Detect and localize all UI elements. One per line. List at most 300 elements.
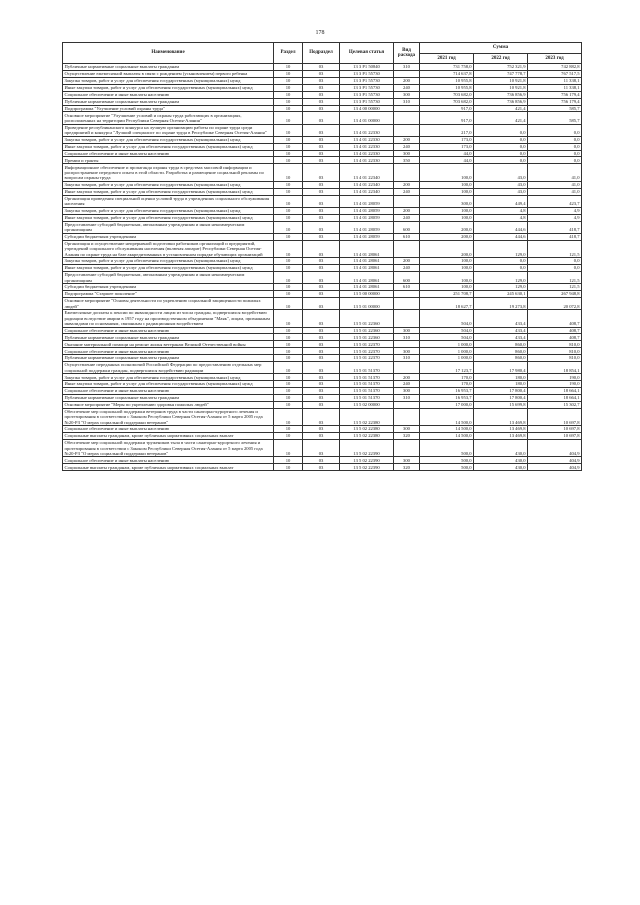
row-subsection: 03 <box>303 265 340 272</box>
row-value-2021: 500,0 <box>420 439 474 456</box>
row-name: Социальные выплаты гражданам, кроме публичных нормативных социальных выплат <box>63 433 274 440</box>
row-value-2021: 173,0 <box>420 136 474 143</box>
row-subsection: 03 <box>303 426 340 433</box>
row-subsection: 03 <box>303 157 340 164</box>
row-target: 13 4 01 28061 <box>340 271 394 283</box>
row-section: 10 <box>274 150 303 157</box>
row-name: Публичные нормативные социальные выплаты гражданам <box>63 334 274 341</box>
row-value-2022: 860,0 <box>474 341 528 348</box>
row-subsection: 03 <box>303 105 340 112</box>
row-name: Социальное обеспечение и иные выплаты населению <box>63 426 274 433</box>
row-section: 10 <box>274 71 303 78</box>
row-value-2023: 190,0 <box>528 381 582 388</box>
header-target: Целевая статья <box>340 43 394 64</box>
row-name: Иные закупки товаров, работ и услуг для обеспечения государственных (муниципальных) нужд <box>63 143 274 150</box>
row-value-2023: 585,7 <box>528 105 582 112</box>
row-name: Иные закупки товаров, работ и услуг для обеспечения государственных (муниципальных) нужд <box>63 188 274 195</box>
row-target: 13 4 01 28059 <box>340 207 394 214</box>
row-target: 13 5 01 51370 <box>340 381 394 388</box>
row-value-2023: 418,7 <box>528 221 582 233</box>
row-target: 13 5 01 22370 <box>340 341 394 348</box>
row-value-2021: 100,0 <box>420 164 474 181</box>
row-section: 10 <box>274 188 303 195</box>
row-type: 600 <box>394 271 420 283</box>
row-value-2022: 0,0 <box>474 265 528 272</box>
row-target: 13 4 01 28061 <box>340 284 394 291</box>
table-row <box>63 433 582 440</box>
table-row <box>63 464 582 471</box>
row-target: 13 4 01 28059 <box>340 195 394 207</box>
row-section: 10 <box>274 381 303 388</box>
row-value-2023: 41,0 <box>528 181 582 188</box>
row-type: 300 <box>394 426 420 433</box>
row-value-2021: 731 758,0 <box>420 64 474 71</box>
row-type: 320 <box>394 464 420 471</box>
row-section: 10 <box>274 98 303 105</box>
table-row <box>63 327 582 334</box>
row-section: 10 <box>274 164 303 181</box>
table-row <box>63 439 582 456</box>
row-subsection: 03 <box>303 457 340 464</box>
row-value-2021: 14 500,0 <box>420 426 474 433</box>
row-value-2022: 13 469,8 <box>474 433 528 440</box>
table-row <box>63 233 582 240</box>
row-section: 10 <box>274 408 303 425</box>
row-value-2021: 500,0 <box>420 457 474 464</box>
row-section: 10 <box>274 341 303 348</box>
row-target: 13 5 01 51370 <box>340 394 394 401</box>
row-type <box>394 408 420 425</box>
row-target: 13 5 02 22390 <box>340 439 394 456</box>
row-target: 13 4 01 22330 <box>340 136 394 143</box>
row-value-2022: 430,0 <box>474 464 528 471</box>
row-value-2023: 810,0 <box>528 348 582 355</box>
row-value-2023: 4,9 <box>528 214 582 221</box>
row-value-2021: 10 955,8 <box>420 77 474 84</box>
row-value-2023: 585,7 <box>528 112 582 124</box>
row-value-2023: 0,0 <box>528 157 582 164</box>
row-value-2021: 1 000,0 <box>420 355 474 362</box>
row-subsection: 03 <box>303 98 340 105</box>
table-row <box>63 265 582 272</box>
row-subsection: 03 <box>303 71 340 78</box>
row-value-2023: 418,7 <box>528 233 582 240</box>
table-row <box>63 381 582 388</box>
table-row <box>63 150 582 157</box>
row-section: 10 <box>274 143 303 150</box>
row-subsection: 03 <box>303 394 340 401</box>
row-section: 10 <box>274 91 303 98</box>
row-name: Публичные нормативные социальные выплаты гражданам <box>63 64 274 71</box>
table-row <box>63 124 582 136</box>
row-type: 240 <box>394 265 420 272</box>
row-subsection: 03 <box>303 341 340 348</box>
header-year-2022: 2022 год <box>474 53 528 64</box>
row-section: 10 <box>274 84 303 91</box>
row-type: 610 <box>394 233 420 240</box>
table-row <box>63 297 582 309</box>
row-name: Осуществление переданных полномочий Российской Федерации по предоставлению отдельных мер социальной поддержки граждан, подвергшихся воздействию радиации <box>63 362 274 374</box>
row-section: 10 <box>274 297 303 309</box>
row-type <box>394 164 420 181</box>
row-target: 13 5 01 22360 <box>340 334 394 341</box>
row-target: 13 4 01 22330 <box>340 150 394 157</box>
row-subsection: 03 <box>303 388 340 395</box>
row-type: 610 <box>394 284 420 291</box>
row-value-2023: 0,0 <box>528 143 582 150</box>
row-value-2021: 200,0 <box>420 233 474 240</box>
row-type: 300 <box>394 150 420 157</box>
row-value-2022: 180,0 <box>474 381 528 388</box>
row-name: Подпрограмма "Улучшение условий охраны труда" <box>63 105 274 112</box>
row-name: Закупка товаров, работ и услуг для обеспечения государственных (муниципальных) нужд <box>63 181 274 188</box>
row-type <box>394 105 420 112</box>
row-value-2022: 13 469,8 <box>474 408 528 425</box>
row-value-2023: 41,0 <box>528 188 582 195</box>
row-subsection: 03 <box>303 355 340 362</box>
row-name: Основное мероприятие "Основы деятельности по укреплению социальной защищенности пожилых людей" <box>63 297 274 309</box>
table-row <box>63 207 582 214</box>
table-row <box>63 291 582 298</box>
row-subsection: 03 <box>303 112 340 124</box>
row-subsection: 03 <box>303 271 340 283</box>
row-value-2021: 504,0 <box>420 334 474 341</box>
row-value-2023: 121,5 <box>528 284 582 291</box>
table-row <box>63 408 582 425</box>
row-value-2022: 433,4 <box>474 327 528 334</box>
row-section: 10 <box>274 394 303 401</box>
row-target: 13 4 01 22330 <box>340 157 394 164</box>
row-value-2021: 16 953,7 <box>420 394 474 401</box>
row-target: 13 3 P1 55730 <box>340 71 394 78</box>
row-subsection: 03 <box>303 188 340 195</box>
row-target: 13 3 P1 55730 <box>340 84 394 91</box>
table-row <box>63 284 582 291</box>
row-section: 10 <box>274 195 303 207</box>
row-value-2022: 43,0 <box>474 181 528 188</box>
row-value-2023: 10 697,8 <box>528 408 582 425</box>
row-value-2022: 444,6 <box>474 233 528 240</box>
row-type: 200 <box>394 207 420 214</box>
row-subsection: 03 <box>303 408 340 425</box>
row-value-2022: 430,0 <box>474 439 528 456</box>
row-subsection: 03 <box>303 310 340 327</box>
row-name: Иные закупки товаров, работ и услуг для обеспечения государственных (муниципальных) нужд <box>63 84 274 91</box>
row-type: 310 <box>394 64 420 71</box>
row-value-2023: 18 854,1 <box>528 362 582 374</box>
row-target: 13 5 01 22370 <box>340 348 394 355</box>
row-value-2021: 14 500,0 <box>420 408 474 425</box>
row-subsection: 03 <box>303 291 340 298</box>
row-value-2023: 18 664,1 <box>528 388 582 395</box>
row-value-2021: 170,0 <box>420 381 474 388</box>
row-value-2023: 767 517,5 <box>528 71 582 78</box>
row-value-2021: 17 000,0 <box>420 401 474 408</box>
row-value-2023: 20 072,8 <box>528 297 582 309</box>
row-subsection: 03 <box>303 439 340 456</box>
row-name: Премии и гранты <box>63 157 274 164</box>
row-value-2023: 10 697,8 <box>528 426 582 433</box>
row-target: 13 4 01 22340 <box>340 188 394 195</box>
row-value-2021: 170,0 <box>420 374 474 381</box>
row-name: Социальное обеспечение и иные выплаты населению <box>63 327 274 334</box>
row-value-2022: 0,0 <box>474 136 528 143</box>
row-name: Закупка товаров, работ и услуг для обеспечения государственных (муниципальных) нужд <box>63 258 274 265</box>
row-target: 13 5 01 22360 <box>340 310 394 327</box>
row-type: 310 <box>394 355 420 362</box>
table-row <box>63 195 582 207</box>
row-target: 13 4 00 00000 <box>340 105 394 112</box>
row-target: 13 4 01 22330 <box>340 143 394 150</box>
row-value-2021: 16 953,7 <box>420 388 474 395</box>
row-section: 10 <box>274 426 303 433</box>
row-type: 310 <box>394 98 420 105</box>
row-section: 10 <box>274 334 303 341</box>
row-subsection: 03 <box>303 334 340 341</box>
table-row <box>63 91 582 98</box>
row-type: 320 <box>394 433 420 440</box>
row-value-2021: 10 955,8 <box>420 84 474 91</box>
row-value-2022: 752 321,9 <box>474 64 528 71</box>
row-type <box>394 341 420 348</box>
table-row <box>63 240 582 257</box>
header-subsection: Подраздел <box>303 43 340 64</box>
row-section: 10 <box>274 136 303 143</box>
row-value-2023: 756 179,4 <box>528 91 582 98</box>
row-type: 200 <box>394 258 420 265</box>
row-subsection: 03 <box>303 77 340 84</box>
row-name: Предоставление субсидий бюджетным, автономным учреждениям и иным некоммерческим организациям <box>63 221 274 233</box>
row-subsection: 03 <box>303 401 340 408</box>
table-row <box>63 362 582 374</box>
row-value-2023: 810,0 <box>528 341 582 348</box>
row-value-2023: 190,0 <box>528 374 582 381</box>
row-target: 13 4 01 22330 <box>340 124 394 136</box>
row-value-2022: 747 778,7 <box>474 71 528 78</box>
row-type <box>394 297 420 309</box>
row-value-2021: 251 708,7 <box>420 291 474 298</box>
row-value-2021: 100,0 <box>420 214 474 221</box>
row-value-2021: 200,0 <box>420 221 474 233</box>
row-subsection: 03 <box>303 464 340 471</box>
row-target: 13 5 01 22370 <box>340 355 394 362</box>
row-section: 10 <box>274 240 303 257</box>
row-section: 10 <box>274 181 303 188</box>
row-type <box>394 362 420 374</box>
row-value-2022: 43,0 <box>474 164 528 181</box>
row-name: Социальное обеспечение и иные выплаты населению <box>63 388 274 395</box>
row-value-2022: 4,8 <box>474 214 528 221</box>
row-target: 13 3 P1 55730 <box>340 77 394 84</box>
row-value-2021: 703 682,0 <box>420 91 474 98</box>
row-value-2022: 444,6 <box>474 221 528 233</box>
row-name: Иные закупки товаров, работ и услуг для обеспечения государственных (муниципальных) нужд <box>63 381 274 388</box>
row-value-2022: 421,4 <box>474 105 528 112</box>
row-target: 13 3 P1 55730 <box>340 91 394 98</box>
row-name: Основное мероприятие "Улучшение условий и охраны труда работающих в организациях, расположенных на территории Республики Северная Осетия-Алания" <box>63 112 274 124</box>
row-section: 10 <box>274 388 303 395</box>
row-type: 240 <box>394 84 420 91</box>
row-value-2022: 17 800,4 <box>474 394 528 401</box>
row-target: 13 3 P1 50840 <box>340 64 394 71</box>
row-name: Подпрограмма "Старшее поколение" <box>63 291 274 298</box>
row-type: 240 <box>394 143 420 150</box>
row-type: 200 <box>394 136 420 143</box>
row-value-2022: 4,8 <box>474 207 528 214</box>
row-type <box>394 401 420 408</box>
row-value-2022: 129,0 <box>474 240 528 257</box>
row-type: 300 <box>394 327 420 334</box>
row-name: Закупка товаров, работ и услуг для обеспечения государственных (муниципальных) нужд <box>63 136 274 143</box>
row-value-2021: 504,0 <box>420 310 474 327</box>
row-name: Проведение республиканского конкурса на лучшую организацию работы по охране труда среди предприятий и конкурса "Лучший специалист по охране труда в Республике Северная Осетия-Алания" <box>63 124 274 136</box>
row-target: 13 5 02 00000 <box>340 401 394 408</box>
row-subsection: 03 <box>303 164 340 181</box>
row-value-2023: 0,0 <box>528 150 582 157</box>
row-section: 10 <box>274 374 303 381</box>
row-name: Публичные нормативные социальные выплаты гражданам <box>63 394 274 401</box>
row-value-2022: 245 630,1 <box>474 291 528 298</box>
row-section: 10 <box>274 157 303 164</box>
row-section: 10 <box>274 310 303 327</box>
row-subsection: 03 <box>303 150 340 157</box>
header-section: Раздел <box>274 43 303 64</box>
row-target: 13 5 02 22390 <box>340 457 394 464</box>
table-row <box>63 348 582 355</box>
row-section: 10 <box>274 433 303 440</box>
table-row <box>63 112 582 124</box>
row-section: 10 <box>274 362 303 374</box>
header-sum: Сумма <box>420 43 582 54</box>
row-target: 13 5 01 51370 <box>340 374 394 381</box>
row-target: 13 5 01 22360 <box>340 327 394 334</box>
row-subsection: 03 <box>303 433 340 440</box>
row-value-2023: 408,7 <box>528 334 582 341</box>
row-value-2022: 433,4 <box>474 310 528 327</box>
row-subsection: 03 <box>303 181 340 188</box>
row-value-2023: 41,0 <box>528 164 582 181</box>
row-target: 13 4 01 28061 <box>340 258 394 265</box>
row-type: 300 <box>394 91 420 98</box>
row-value-2023: 408,7 <box>528 327 582 334</box>
row-type <box>394 195 420 207</box>
row-name: Организация и осуществление непрерывной подготовки работников организаций и предприятий, учреждений социального обслуживания населения (включая аппарат) Республики Северная Осетия-Алания по охране труда на базе аккредитованных в установленном порядке обучающих организаций <box>63 240 274 257</box>
row-section: 10 <box>274 64 303 71</box>
row-target: 13 5 02 22380 <box>340 408 394 425</box>
row-value-2022: 0,0 <box>474 258 528 265</box>
row-type: 300 <box>394 388 420 395</box>
row-type: 600 <box>394 221 420 233</box>
row-type <box>394 310 420 327</box>
row-section: 10 <box>274 207 303 214</box>
row-section: 10 <box>274 457 303 464</box>
row-target: 13 5 01 00000 <box>340 297 394 309</box>
row-value-2021: 217,0 <box>420 124 474 136</box>
row-value-2021: 100,0 <box>420 188 474 195</box>
row-name: Социальное обеспечение и иные выплаты населению <box>63 150 274 157</box>
table-row <box>63 181 582 188</box>
row-type: 300 <box>394 348 420 355</box>
row-type <box>394 291 420 298</box>
row-value-2022: 860,0 <box>474 355 528 362</box>
table-row <box>63 341 582 348</box>
row-type: 310 <box>394 394 420 401</box>
row-value-2023: 404,9 <box>528 439 582 456</box>
row-value-2021: 714 637,8 <box>420 71 474 78</box>
row-subsection: 03 <box>303 84 340 91</box>
row-value-2022: 421,4 <box>474 112 528 124</box>
row-section: 10 <box>274 214 303 221</box>
table-row <box>63 77 582 84</box>
page-number: 178 <box>315 30 325 36</box>
row-target: 13 5 02 22380 <box>340 433 394 440</box>
header-year-2021: 2021 год <box>420 53 474 64</box>
row-subsection: 03 <box>303 327 340 334</box>
row-section: 10 <box>274 327 303 334</box>
row-section: 10 <box>274 233 303 240</box>
row-value-2021: 44,0 <box>420 157 474 164</box>
row-type <box>394 71 420 78</box>
row-value-2023: 11 338,1 <box>528 77 582 84</box>
row-value-2023: 4,9 <box>528 207 582 214</box>
row-section: 10 <box>274 464 303 471</box>
row-target: 13 4 01 22340 <box>340 181 394 188</box>
row-name: Публичные нормативные социальные выплаты гражданам <box>63 355 274 362</box>
row-value-2021: 100,0 <box>420 207 474 214</box>
row-value-2022: 129,0 <box>474 284 528 291</box>
row-subsection: 03 <box>303 233 340 240</box>
row-subsection: 03 <box>303 362 340 374</box>
row-value-2021: 504,0 <box>420 327 474 334</box>
row-name: Социальное обеспечение и иные выплаты населению <box>63 457 274 464</box>
row-value-2023: 15 302,7 <box>528 401 582 408</box>
row-subsection: 03 <box>303 284 340 291</box>
row-value-2022: 19 273,8 <box>474 297 528 309</box>
row-type: 350 <box>394 157 420 164</box>
table-row <box>63 71 582 78</box>
table-row <box>63 394 582 401</box>
row-value-2023: 0,0 <box>528 265 582 272</box>
row-value-2022: 17 800,4 <box>474 388 528 395</box>
row-value-2023: 121,5 <box>528 240 582 257</box>
row-value-2021: 703 682,0 <box>420 98 474 105</box>
row-target: 13 4 01 28059 <box>340 233 394 240</box>
row-value-2021: 173,0 <box>420 143 474 150</box>
row-subsection: 03 <box>303 136 340 143</box>
row-value-2022: 43,0 <box>474 188 528 195</box>
row-name: Закупка товаров, работ и услуг для обеспечения государственных (муниципальных) нужд <box>63 207 274 214</box>
row-type: 200 <box>394 181 420 188</box>
row-name: Публичные нормативные социальные выплаты гражданам <box>63 98 274 105</box>
row-value-2023: 0,0 <box>528 258 582 265</box>
row-value-2023: 742 882,8 <box>528 64 582 71</box>
row-type <box>394 240 420 257</box>
row-value-2023: 408,7 <box>528 310 582 327</box>
row-value-2022: 0,0 <box>474 124 528 136</box>
row-value-2022: 129,0 <box>474 271 528 283</box>
row-value-2022: 15 699,8 <box>474 401 528 408</box>
row-value-2023: 267 948,8 <box>528 291 582 298</box>
header-name: Наименование <box>63 43 274 64</box>
row-target: 13 4 01 00000 <box>340 112 394 124</box>
row-section: 10 <box>274 105 303 112</box>
row-value-2022: 449,4 <box>474 195 528 207</box>
row-value-2022: 430,0 <box>474 457 528 464</box>
row-subsection: 03 <box>303 348 340 355</box>
row-value-2022: 180,0 <box>474 374 528 381</box>
row-value-2021: 300,0 <box>420 195 474 207</box>
row-subsection: 03 <box>303 91 340 98</box>
